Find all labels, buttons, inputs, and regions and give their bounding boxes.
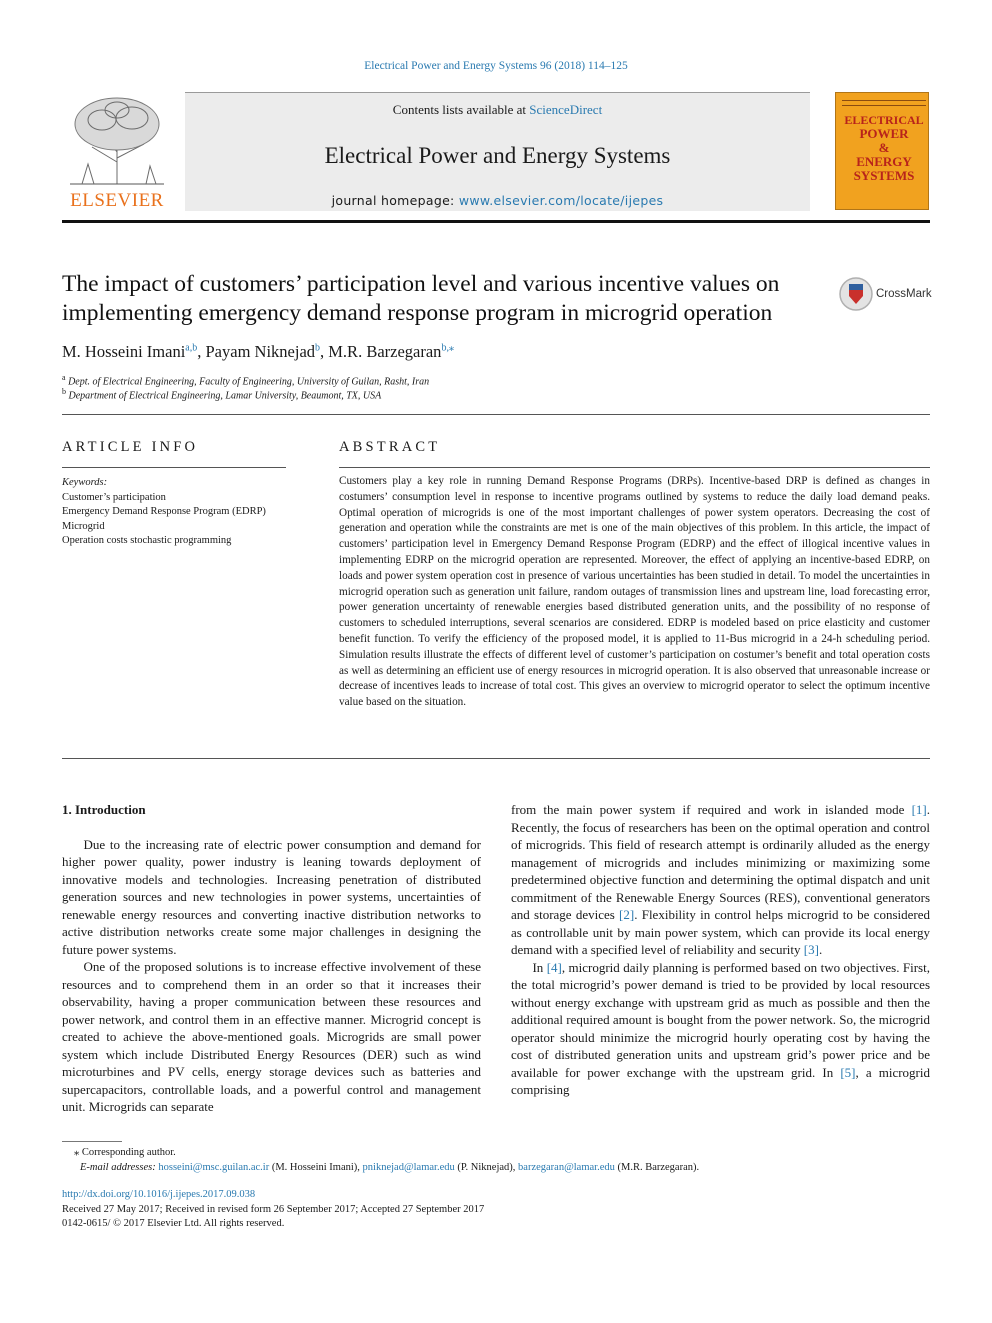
text-run: . Flexibility in control helps microgrid to be considered as controllable unit by main power system, which can provide its local energy demand with a specified level of reliability and security (511, 907, 930, 957)
cover-line: & (878, 140, 890, 155)
cover-line: POWER (859, 126, 909, 141)
crossmark-label: CrossMark (876, 288, 932, 300)
body-right-column (511, 801, 930, 1099)
email-owner: (P. Niknejad), (454, 1161, 519, 1173)
author-name[interactable]: M. Hosseini Imani (62, 342, 186, 361)
elsevier-logo[interactable] (62, 92, 172, 212)
copyright-line: 0142-0615/ © 2017 Elsevier Ltd. All rights reserved. (62, 1218, 285, 1229)
doi-link[interactable]: http://dx.doi.org/10.1016/j.ijepes.2017.09.038 (62, 1189, 256, 1200)
affiliation (62, 387, 381, 401)
header-rule (62, 220, 930, 223)
citation-link[interactable]: [5] (840, 1064, 856, 1080)
abstract-text: Customers play a key role in running Demand Response Programs (DRPs). Incentive-based DRP is defined as changes in costumers’ consumption level in response to incentive programs outlined by systems to reduce the daily load demand peaks. Optimal operation of microgrids is one of the most important challenges of power system operators. Decreasing the cost of generation and operation while the constraints are met is one of the main objectives of this problem. In this article, the impact of customers’ participation level in Emergency Demand Response Program (EDRP) and the effect of illogical incentive values in implementing EDRP on the microgrid operation are represented. Moreover, the effect of applying an incentive-based EDRP, on loads and power system operation cost in presence of various uncertainties has been studied in detail. To model the uncertainties in microgrid operation such as generation unit failure, random outages of transmission lines and upstream line, load forecasting error, power generation uncertainty of renewable energies based distributed generation units, and the possibility of no response of customers to scheduled interruptions, several scenarios are considered. EDRP is modeled based on price elasticity and customer benefit function. To verify the efficiency of the proposed model, it is applied to 11-Bus microgrid in a 24-h scheduling period. Simulation results illustrate the effects of different level of customer’s participation on costumer’s benefit and total operation costs as well as determining an efficient use of energy resources in microgrid operation. It is also observed that unreasonable increase or decrease of incentives leads to increase of total cost. This gives an overview to microgrid operator to select the optimum incentive value based on the situation. (339, 475, 930, 709)
author-list: M. Hosseini Imani$^{a,b}$, Payam Niknejad$^b$, M.R. Barzegaran$^{b,⁎}$ (62, 342, 454, 361)
received-dates: Received 27 May 2017; Received in revised form 26 September 2017; Accepted 27 September 2017 (62, 1203, 485, 1215)
email-link[interactable]: pniknejad@lamar.edu (362, 1161, 455, 1173)
divider (339, 467, 930, 468)
journal-cover[interactable] (835, 92, 929, 210)
citation-link[interactable]: [4] (546, 959, 562, 975)
cover-line: SYSTEMS (853, 168, 915, 183)
homepage-line (185, 193, 810, 208)
footnote-rule (62, 1141, 122, 1142)
body-left-column (62, 801, 481, 1116)
divider (62, 467, 286, 468)
keyword: Emergency Demand Response Program (EDRP) (62, 506, 266, 517)
section-heading: 1. Introduction (62, 802, 146, 817)
keyword: Customer’s participation (62, 491, 166, 503)
article-title (62, 270, 822, 328)
citation-link[interactable]: [2] (619, 907, 635, 922)
paragraph (511, 959, 930, 1099)
crossmark-badge[interactable] (838, 276, 934, 312)
contents-line (185, 102, 810, 118)
cover-line: ENERGY (856, 154, 912, 169)
journal-reference[interactable]: Electrical Power and Energy Systems 96 (2018) 114–125 (364, 60, 628, 72)
keyword: Operation costs stochastic programming (62, 535, 232, 546)
cover-title (842, 113, 926, 183)
citation-link[interactable]: [3] (803, 942, 819, 957)
text-run: . Recently, the focus of researchers has been on the optimal operation and control of microgrids. This field of research attempt is ordinarily alluded as the energy management of microgrids and includes minimizing or maximizing some predetermined objective function and determining the optimal dispatch and unit commitment of the Renewable Energy Sources (RES), conventional generators and storage devices (511, 802, 930, 922)
affiliation-text: Department of Electrical Engineering, Lamar University, Beaumont, TX, USA (68, 390, 382, 402)
author-affiliation-mark[interactable]: a,b (185, 342, 198, 354)
journal-title: Electrical Power and Energy Systems (324, 143, 671, 168)
sciencedirect-link[interactable]: ScienceDirect (529, 102, 603, 117)
author-name[interactable]: Payam Niknejad (205, 342, 316, 361)
affiliation-mark: b (62, 387, 66, 396)
author-name[interactable]: M.R. Barzegaran (328, 342, 442, 361)
keywords-block (62, 476, 287, 549)
title-line-1: The impact of customers’ participation level and various incentive values on (62, 271, 780, 297)
divider (62, 758, 930, 759)
paragraph: One of the proposed solutions is to increase effective involvement of these resources and to comprehend them in an order so that it increases their observability, having a proper communication between these resources and power network, and control them in an effective manner. Microgrid concept is created to achieve the above-mentioned goals. Microgrids are small power system which include Distributed Energy Resources (DER) such as wind microturbines and PV cells, energy storage devices such as batteries and supercapacitors, controllable loads, and a powerful control and management unit. Microgrids can separate (62, 959, 481, 1114)
paragraph: Due to the increasing rate of electric power consumption and demand for higher power quality, power industry is leaning towards deployment of innovative models and technologies. Increasing penetration of distributed generation sources and new technologies in power systems, uncertainties of renewable energy resources and converting inactive distribution networks to active distribution networks create some major challenges in designing the future power systems. (62, 836, 481, 957)
divider (62, 414, 930, 415)
text-run: , a microgrid comprising (511, 1064, 930, 1097)
footer-meta (62, 1188, 930, 1232)
text-run: , microgrid daily planning is performed based on two objectives. First, the total microgrid’s power demand is tried to be provided by local resources without energy exchange with upstream grid as much as possible and then the additional required amount is bought from the power network. So, the microgrid operator should minimize the microgrid hourly operating cost by having the cost of distributed generation units and upstream grid’s power price and be available for power exchange with the upstream grid. In (511, 959, 930, 1080)
affiliation-text: Dept. of Electrical Engineering, Faculty of Engineering, University of Guilan, Rasht, Iran (68, 376, 430, 388)
article-info-heading: ARTICLE INFO (62, 439, 199, 455)
elsevier-wordmark: ELSEVIER (70, 190, 164, 211)
affiliation (62, 373, 429, 387)
homepage-prefix: journal homepage: (331, 193, 459, 208)
email-label: E-mail addresses: (80, 1161, 159, 1173)
text-run: . (818, 942, 823, 957)
cover-line: ELECTRICAL (844, 113, 924, 127)
keywords-label: Keywords: (62, 477, 108, 488)
email-owner: (M.R. Barzegaran). (614, 1161, 700, 1173)
affiliation-mark: a (62, 373, 66, 382)
text-run: In (532, 959, 547, 975)
title-line-2: implementing emergency demand response program in microgrid operation (62, 300, 773, 326)
elsevier-tree-icon (62, 92, 172, 188)
email-link[interactable]: barzegaran@lamar.edu (518, 1161, 615, 1173)
citation-link[interactable]: [1] (911, 802, 927, 817)
email-owner: (M. Hosseini Imani), (269, 1161, 363, 1173)
email-line (62, 1161, 930, 1176)
contents-prefix: Contents lists available at (392, 102, 530, 117)
cover-band (842, 100, 926, 106)
corresponding-author-note: ⁎ Corresponding author. (74, 1147, 176, 1158)
footnotes (62, 1146, 930, 1175)
author-affiliation-mark[interactable]: b,⁎ (441, 342, 454, 354)
author-affiliation-mark[interactable]: b (315, 342, 321, 354)
abstract-heading: ABSTRACT (339, 439, 441, 455)
email-link[interactable]: hosseini@msc.guilan.ac.ir (158, 1161, 270, 1173)
masthead-box (185, 92, 810, 211)
homepage-link[interactable]: www.elsevier.com/locate/ijepes (458, 193, 664, 208)
paragraph (511, 801, 930, 959)
text-run: from the main power system if required and work in islanded mode (511, 802, 912, 817)
keyword: Microgrid (62, 520, 105, 532)
crossmark-icon (838, 276, 874, 312)
masthead (62, 92, 930, 212)
